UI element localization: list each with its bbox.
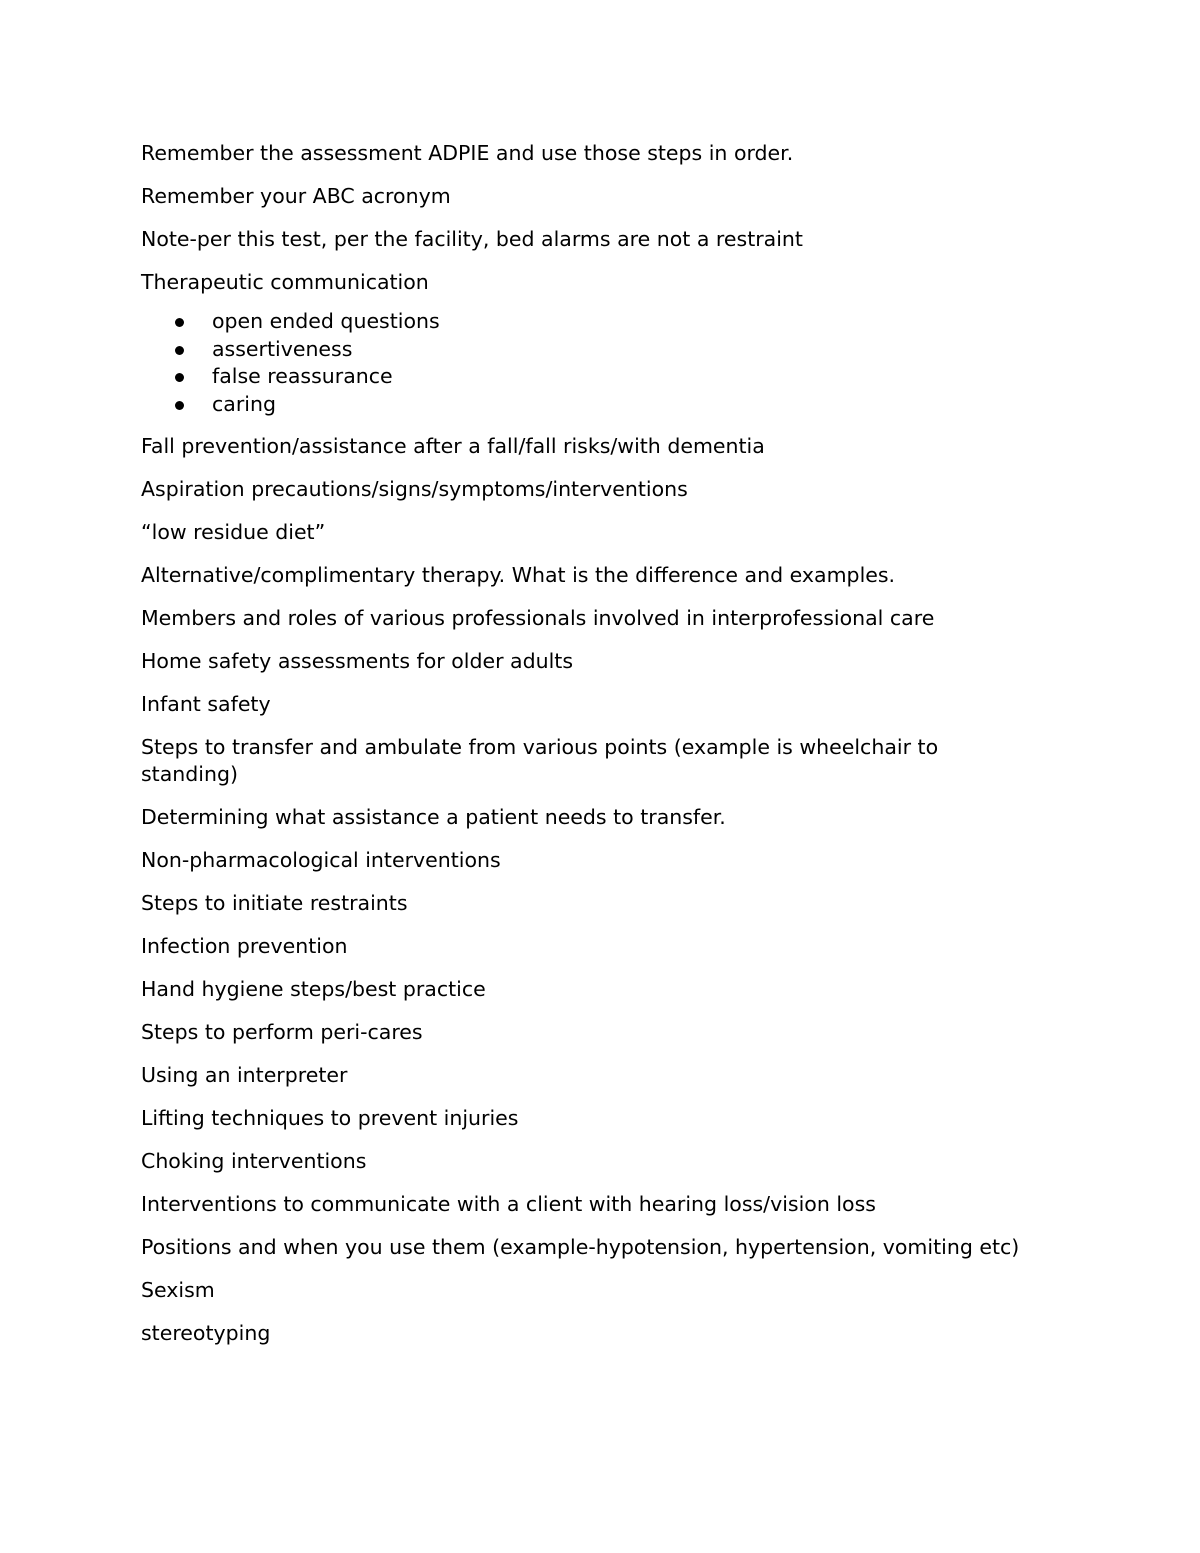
bullet-icon	[175, 373, 184, 382]
paragraph-interpreter: Using an interpreter	[141, 1063, 348, 1087]
list-item-text: false reassurance	[212, 364, 393, 388]
paragraph-hand-hygiene: Hand hygiene steps/best practice	[141, 977, 486, 1001]
list-item	[141, 336, 1041, 364]
paragraph-bed-alarms-note: Note-per this test, per the facility, bed alarms are not a restraint	[141, 227, 803, 251]
list-item	[141, 308, 1041, 336]
bullet-icon	[175, 401, 184, 410]
paragraph-abc: Remember your ABC acronym	[141, 184, 451, 208]
paragraph-adpie: Remember the assessment ADPIE and use those steps in order.	[141, 141, 794, 165]
list-item	[141, 363, 1041, 391]
paragraph-infant-safety: Infant safety	[141, 692, 271, 716]
paragraph-alternative-therapy: Alternative/complimentary therapy. What is the difference and examples.	[141, 563, 896, 587]
paragraph-restraints: Steps to initiate restraints	[141, 891, 408, 915]
paragraph-transfer-ambulate: Steps to transfer and ambulate from various points (example is wheelchair to standing)	[141, 735, 939, 786]
paragraph-infection-prevention: Infection prevention	[141, 934, 348, 958]
paragraph-interprofessional-care: Members and roles of various professionals involved in interprofessional care	[141, 606, 935, 630]
paragraph-peri-cares: Steps to perform peri-cares	[141, 1020, 423, 1044]
paragraph-low-residue-diet: “low residue diet”	[141, 520, 326, 544]
paragraph-home-safety: Home safety assessments for older adults	[141, 649, 574, 673]
paragraph-positions: Positions and when you use them (example-hypotension, hypertension, vomiting etc)	[141, 1235, 1020, 1259]
paragraph-fall-prevention: Fall prevention/assistance after a fall/fall risks/with dementia	[141, 434, 765, 458]
paragraph-choking: Choking interventions	[141, 1149, 367, 1173]
list-item-text: open ended questions	[212, 309, 440, 333]
paragraph-hearing-vision-loss: Interventions to communicate with a client with hearing loss/vision loss	[141, 1192, 876, 1216]
document-page	[141, 140, 1041, 1363]
paragraph-non-pharmacological: Non-pharmacological interventions	[141, 848, 501, 872]
list-item	[141, 391, 1041, 419]
paragraph-lifting-techniques: Lifting techniques to prevent injuries	[141, 1106, 519, 1130]
paragraph-transfer-assistance: Determining what assistance a patient needs to transfer.	[141, 805, 726, 829]
paragraph-sexism: Sexism	[141, 1278, 215, 1302]
bullet-list	[141, 308, 1041, 418]
bullet-icon	[175, 346, 184, 355]
list-item-text: caring	[212, 391, 276, 416]
paragraph-therapeutic-communication: Therapeutic communication	[141, 270, 429, 294]
paragraph-aspiration: Aspiration precautions/signs/symptoms/interventions	[141, 477, 688, 501]
paragraph-stereotyping: stereotyping	[141, 1321, 271, 1345]
bullet-icon	[175, 318, 184, 327]
list-item-text: assertiveness	[212, 336, 353, 361]
